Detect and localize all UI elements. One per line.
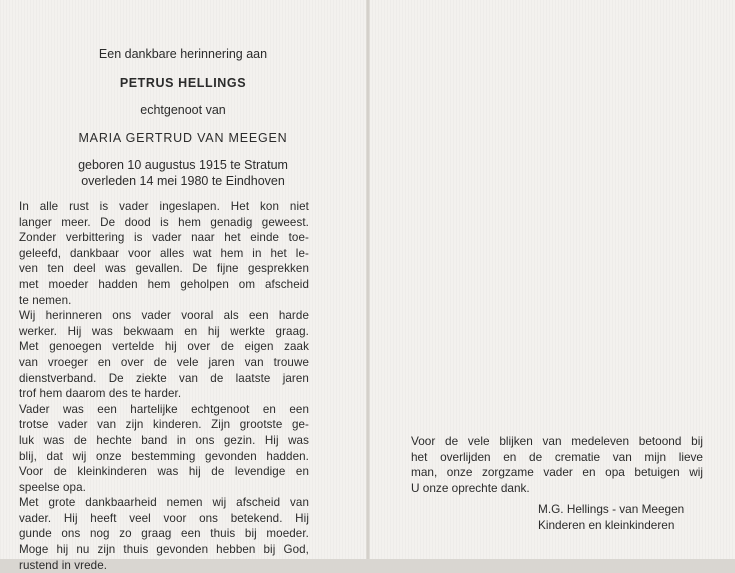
text-line: Met grote dankbaarheid nemen wij afscheid van — [19, 496, 309, 510]
signature-name: M.G. Hellings - van Meegen — [538, 502, 685, 516]
text-line: man, onze zorgzame vader en opa betuigen wij — [411, 465, 703, 480]
text-line: Moge hij nu zijn thuis gevonden hebben bij God, — [19, 543, 309, 557]
text-line: werker. Hij was bekwaam en hij werkte graag. — [19, 324, 309, 338]
text-line: trotse vader van zijn kinderen. Zijn grootste ge- — [19, 418, 309, 432]
text-line: Met genoegen vertelde hij over de eigen zaak — [19, 340, 309, 354]
birth-line: geboren 10 augustus 1915 te Stratum — [78, 158, 288, 172]
text-line: Wij herinneren ons vader vooral als een harde — [19, 309, 309, 323]
signature — [538, 501, 708, 533]
text-line: trof hem daarom des te harder. — [19, 387, 182, 401]
death-line: overleden 14 mei 1980 te Eindhoven — [81, 174, 285, 188]
text-line: vader. Hij heeft veel voor ons betekend. Hij — [19, 511, 309, 525]
text-line: speelse opa. — [19, 480, 86, 494]
text-line: U onze oprechte dank. — [411, 480, 530, 495]
signature-family: Kinderen en kleinkinderen — [538, 518, 675, 532]
text-line: In alle rust is vader ingeslapen. Het kon niet — [19, 200, 309, 213]
text-line: langer meer. De dood is hem genadig geweest. — [19, 215, 309, 229]
text-line: luk was de hechte band in ons gezin. Hij was — [19, 433, 309, 447]
text-line: Voor de kleinkinderen was hij de levendige en — [19, 465, 309, 479]
text-line: ven ten deel was gevallen. De fijne gesprekken — [19, 262, 309, 276]
text-line: het overlijden en de crematie van mijn lieve — [411, 449, 703, 464]
text-line: te nemen. — [19, 293, 72, 307]
thanks-text — [411, 434, 703, 496]
left-panel — [0, 0, 366, 572]
text-line: met moeder hadden hem geholpen om afscheid — [19, 277, 309, 291]
memorial-text — [19, 199, 309, 573]
text-line: rustend in vrede. — [19, 558, 108, 572]
spouse-name: MARIA GERTRUD VAN MEEGEN — [78, 131, 288, 145]
text-line: geleefd, dankbaar voor alles wat hem in het le- — [19, 246, 309, 260]
spouse-label: echtgenoot van — [140, 103, 226, 117]
deceased-name: PETRUS HELLINGS — [119, 76, 247, 90]
text-line: Zonder verbittering is vader naar het einde toe- — [19, 231, 309, 245]
text-line: Vader was een hartelijke echtgenoot en een — [19, 402, 309, 416]
text-line: blij, dat wij onze bestemming gevonden hadden. — [19, 449, 309, 463]
text-line: Voor de vele blijken van medeleven betoond bij — [411, 434, 703, 448]
life-dates — [0, 157, 366, 189]
right-panel — [370, 0, 735, 559]
intro-text: Een dankbare herinnering aan — [98, 47, 268, 61]
text-line: gunde ons nog zo graag een thuis bij moeder. — [19, 527, 309, 541]
text-line: van vroeger en over de vele jaren van trouwe — [19, 355, 309, 369]
text-line: dienstverband. De ziekte van de laatste jaren — [19, 371, 309, 385]
